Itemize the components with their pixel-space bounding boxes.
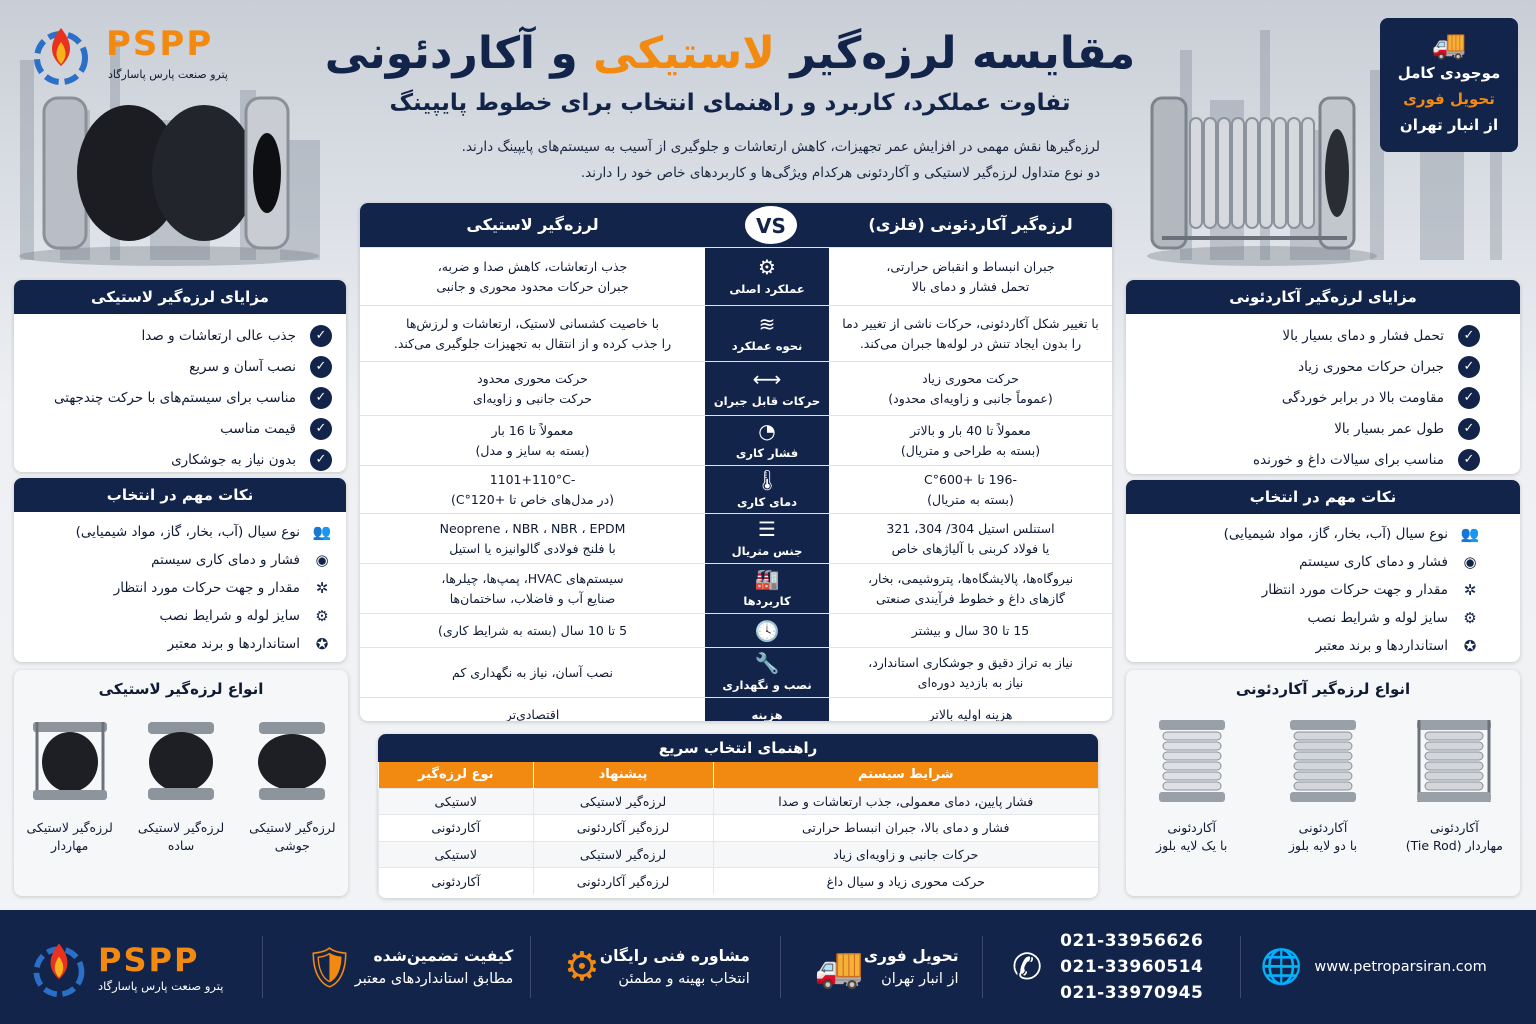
bellows-column-header: لرزه‌گیر آکاردئونی (فلزی) [868,215,1073,234]
criterion-cell [705,564,829,613]
comparison-row [360,465,1112,513]
criterion-cell [705,362,829,415]
rubber-types-title: انواع لرزه‌گیر لاستیکی [98,680,264,698]
bellows-types-title: انواع لرزه‌گیر آکاردئونی [1235,680,1411,698]
list-item-label: بدون نیاز به جوشکاری [171,451,296,468]
footer-website[interactable] [1260,910,1487,1024]
wrench-icon: 🔧 [754,650,780,675]
page-subtitle: تفاوت عملکرد، کاربرد و راهنمای انتخاب برای خطوط پایپینگ [389,90,1071,116]
tips-list [1126,514,1520,662]
footer-brand-wordmark: PSPP [98,941,200,979]
list-item-label: طول عمر بسیار بالا [1334,420,1444,437]
bellows-cell: حرکت محوری زیاد (عموماً جانبی و زاویه‌ای محدود) [888,370,1053,406]
phone-number[interactable]: 021-33956626 [1060,931,1204,951]
comparison-row [360,305,1112,361]
guide-type-cell: لاستیکی [379,841,534,868]
guide-condition-cell: فشار پایین، دمای معمولی، جذب ارتعاشات و صدا [713,788,1098,815]
rubber-joint-photo [14,78,324,268]
rubber-cell: معمولاً تا 16 بار (بسته به سایز و مدل) [475,422,590,458]
list-item [1140,444,1480,474]
divider [262,936,263,998]
guide-row [379,815,1099,842]
guide-body [379,788,1099,894]
criterion-cell [705,514,829,563]
wave-icon: ≋ [758,311,776,336]
list-item-label: استانداردها و برند معتبر [1315,638,1448,654]
tips-list [14,512,346,662]
guide-header-type: نوع لرزه‌گیر [379,762,534,788]
stock-line-1: موجودی کامل [1397,64,1501,82]
type-label-2: مهاردار (Tie Rod) [1405,838,1503,853]
rubber-cell: Neoprene ، NBR ، NBR ، EPDM با فلنج فولادی گالوانیزه یا استیل [439,520,626,556]
guide-condition-cell: حرکت محوری زیاد و سیال داغ [713,868,1098,895]
type-label-2: ساده [167,838,195,853]
type-label-1: آکاردئونی [1298,820,1348,835]
type-label-1: آکاردئونی [1167,820,1217,835]
list-item-label: نوع سیال (آب، بخار، گاز، مواد شیمیایی) [1223,526,1448,542]
intro-line-1: لرزه‌گیرها نقش مهمی در افزایش عمر تجهیزات، کاهش ارتعاشات و جلوگیری از آسیب به سیستم‌های پایپینگ دارند. [461,139,1100,155]
list-item-label: مناسب برای سیستم‌های با حرکت چندجهتی [54,389,296,406]
intro-line-2: دو نوع متداول لرزه‌گیر لاستیکی و آکاردئونی هرکدام ویژگی‌ها و کاربردهای خاص خود را دارند. [580,165,1100,181]
list-item-label: استانداردها و برند معتبر [167,636,300,652]
list-item-label: فشار و دمای کاری سیستم [1299,554,1448,570]
bellows-cell: استنلس استیل 304/ 304، 321 یا فولاد کربنی با آلیاژهای خاص [886,520,1055,556]
phone-number[interactable]: 021-33960514 [1060,957,1204,977]
rubber-type-simple[interactable] [131,712,231,855]
criterion-label: کاربردها [743,593,791,608]
gauge-icon: ◔ [758,418,776,443]
bellows-type-tie-rod[interactable] [1394,712,1514,855]
rubber-types-list [14,698,348,855]
list-item-label: مقاومت بالا در برابر خوردگی [1281,389,1444,406]
check-icon: ✓ [1458,449,1480,471]
type-label-1: لرزه‌گیر لاستیکی [137,820,225,835]
rubber-cell: حرکت محوری محدود حرکت جانبی و زاویه‌ای [473,370,592,406]
stock-line-3: از انبار تهران [1399,116,1499,134]
guide-suggestion-cell: لرزه‌گیر لاستیکی [533,788,713,815]
guide-type-cell: آکاردئونی [379,815,534,842]
bellows-cell: نیاز به تراز دقیق و جوشکاری استاندارد، نیاز به بازدید دوره‌ای [868,654,1073,690]
bellows-types-panel [1126,670,1520,896]
list-item [1140,520,1480,548]
divider [780,936,781,998]
criterion-cell [705,306,829,361]
delivery-subtitle: از انبار تهران [881,970,959,987]
bellows-cell: نیروگاه‌ها، پالایشگاه‌ها، پتروشیمی، بخار، گازهای داغ و خطوط فرآیندی صنعتی [867,570,1074,606]
comparison-row [360,563,1112,613]
comparison-table [360,203,1112,721]
type-label-2: مهاردار [50,838,89,853]
stock-line-2: تحویل فوری [1403,90,1495,108]
criterion-cell [705,614,829,647]
guide-suggestion-cell: لرزه‌گیر آکاردئونی [533,815,713,842]
gauge-icon: ◉ [1463,553,1477,571]
list-item-label: سایز لوله و شرایط نصب [159,608,300,624]
footer-delivery [802,910,959,1024]
rubber-cell: سیستم‌های HVAC، پمپ‌ها، چیلرها، صنایع آب و فاضلاب، ساختمان‌ها [441,570,624,606]
page-title [300,28,1160,79]
flame-logo-icon [28,936,90,998]
type-label-2: با دو لایه بلوز [1288,838,1358,853]
rubber-advantages-panel [14,280,346,472]
list-item [1140,413,1480,444]
list-item-label: مناسب برای سیالات داغ و خورنده [1253,451,1444,468]
flame-logo-icon [28,20,94,86]
list-item-label: قیمت مناسب [220,420,296,437]
bellows-joint-photo [1142,78,1382,268]
quality-title: کیفیت تضمین‌شده [373,946,514,965]
list-item [1140,576,1480,604]
phone-number[interactable]: 021-33970945 [1060,983,1204,1003]
rubber-joint-tie-rod-image [27,712,113,808]
user-icon: 👥 [312,523,332,541]
check-icon: ✓ [310,387,332,409]
list-item [28,413,332,444]
bellows-type-double-ply[interactable] [1263,712,1383,855]
tips-title: نکات مهم در انتخاب [1126,480,1520,514]
type-label-2: با یک لایه بلوز [1156,838,1228,853]
rubber-type-welded[interactable] [242,712,342,855]
brand-wordmark: PSPP [106,24,214,64]
criterion-cell [705,648,829,697]
list-item-label: نصب آسان و سریع [189,358,296,375]
list-item [1140,351,1480,382]
brand-name: پترو صنعت پارس پاسارگاد [108,68,228,81]
rubber-advantages-list [14,314,346,472]
consult-title: مشاوره فنی رایگان [599,946,750,965]
rubber-cell: -1101+110°C (در مدل‌های خاص تا +120°C) [450,471,615,507]
guide-row [379,841,1099,868]
stock-badge[interactable] [1380,18,1518,152]
type-label-1: لرزه‌گیر لاستیکی [249,820,336,835]
globe-icon: 🌐 [1260,947,1303,987]
quality-subtitle: مطابق استانداردهای معتبر [354,970,514,987]
tips-title: نکات مهم در انتخاب [14,478,346,512]
title-part-1: مقایسه لرزه‌گیر [775,28,1136,79]
guide-header-row [379,762,1099,788]
type-label-2: جوشی [274,838,310,853]
guide-suggestion-cell: لرزه‌گیر آکاردئونی [533,868,713,895]
phone-icon: ✆ [1012,946,1043,988]
type-label-1: لرزه‌گیر لاستیکی [26,820,113,835]
gear-badge-icon: ⚙ [564,944,600,990]
bellows-tips-panel [1126,480,1520,662]
guide-row [379,788,1099,815]
delivery-title: تحویل فوری [863,946,959,965]
list-item [28,518,332,546]
rubber-cell: جذب ارتعاشات، کاهش صدا و ضربه، جبران حرکات محدود محوری و جانبی [436,258,629,294]
comparison-row [360,647,1112,697]
divider [1240,936,1241,998]
list-item-label: جبران حرکات محوری زیاد [1298,358,1444,375]
type-label-1: آکاردئونی [1430,820,1479,835]
list-item [1140,604,1480,632]
criterion-label: فشار کاری [735,445,799,460]
comparison-row [360,513,1112,563]
rubber-cell: نصب آسان، نیاز به نگهداری کم [452,664,613,680]
shield-check-icon: 🛡 [304,944,355,991]
list-item [28,630,332,658]
bellows-tie-rod-image [1411,712,1497,808]
rubber-tips-panel [14,478,346,662]
list-item [28,444,332,472]
rubber-types-panel [14,670,348,896]
quick-guide [378,734,1098,898]
divider [982,936,983,998]
clock-icon: 🕓 [754,618,780,643]
check-icon: ✓ [1458,387,1480,409]
list-item-label: فشار و دمای کاری سیستم [151,552,300,568]
footer-quality [292,910,513,1024]
title-highlight: لاستیکی [593,28,776,79]
list-item [28,546,332,574]
guide-suggestion-cell: لرزه‌گیر لاستیکی [533,841,713,868]
list-item-label: سایز لوله و شرایط نصب [1307,610,1448,626]
title-part-2: و آکاردئونی [324,28,593,79]
check-icon: ✓ [1458,418,1480,440]
bellows-cell: با تغییر شکل آکاردئونی، حرکات ناشی از تغییر دما را بدون ایجاد تنش در لوله‌ها جبران می‌کند. [842,315,1099,351]
list-item [28,382,332,413]
list-item [1140,548,1480,576]
bellows-cell: 15 تا 30 سال و بیشتر [911,622,1030,638]
guide-title: راهنمای انتخاب سریع [378,734,1098,762]
check-icon: ✓ [310,356,332,378]
comparison-row [360,415,1112,465]
gear-icon: ⚙ [315,607,329,625]
settings-icon: ✲ [315,579,329,597]
guide-type-cell: آکاردئونی [379,868,534,895]
footer-logo[interactable] [28,910,223,1024]
footer [0,910,1536,1024]
criterion-cell [705,248,829,305]
list-item-label: تحمل فشار و دمای بسیار بالا [1282,327,1444,344]
list-item-label: نوع سیال (آب، بخار، گاز، مواد شیمیایی) [75,524,300,540]
bellows-cell: جبران انبساط و انقباض حرارتی، تحمل فشار و دمای بالا [886,258,1055,294]
comparison-row [360,247,1112,305]
bellows-advantages-title: مزایای لرزه‌گیر آکاردئونی [1126,280,1520,314]
list-item [28,351,332,382]
list-item [1140,320,1480,351]
bellows-cell: -196 تا +600°C (بسته به متریال) [924,471,1017,507]
criterion-label: دمای کاری [736,494,798,509]
factory-icon: 🏭 [754,566,780,591]
settings-icon: ✲ [1463,581,1477,599]
list-item [28,320,332,351]
arrows-icon: ⟷ [752,366,782,391]
website-link[interactable]: www.petroparsiran.com [1314,959,1487,975]
bellows-types-list [1126,698,1520,855]
criterion-label: هزینه [751,707,783,721]
comparison-row [360,613,1112,647]
truck-icon: 🚚 [1431,28,1467,61]
vs-badge: VS [742,203,800,247]
user-icon: 👥 [1460,525,1480,543]
footer-phones [1000,910,1203,1024]
divider [530,936,531,998]
certificate-icon: ✪ [315,635,329,653]
gear-icon: ⚙ [1463,609,1477,627]
check-icon: ✓ [310,418,332,440]
rubber-joint-welded-image [249,712,335,808]
gauge-icon: ◉ [315,551,329,569]
comparison-row [360,697,1112,721]
rubber-cell: 5 تا 10 سال (بسته به شرایط کاری) [437,622,628,638]
comparison-header [360,203,1112,247]
bellows-double-ply-image [1280,712,1366,808]
list-item-label: جذب عالی ارتعاشات و صدا [141,327,296,344]
list-item-label: مقدار و جهت حرکات مورد انتظار [113,580,300,596]
guide-row [379,868,1099,895]
certificate-icon: ✪ [1463,637,1477,655]
comparison-row [360,361,1112,415]
rubber-cell: اقتصادی‌تر [505,706,560,721]
rubber-type-tie-rod[interactable] [20,712,120,855]
check-icon: ✓ [1458,325,1480,347]
criterion-cell [705,466,829,513]
bellows-type-single-ply[interactable] [1132,712,1252,855]
guide-condition-cell: فشار و دمای بالا، جبران انبساط حرارتی [713,815,1098,842]
rubber-advantages-title: مزایای لرزه‌گیر لاستیکی [14,280,346,314]
criterion-cell [705,416,829,465]
rubber-column-header: لرزه‌گیر لاستیکی [466,215,599,234]
guide-condition-cell: حرکات جانبی و زاویه‌ای زیاد [713,841,1098,868]
criterion-label: جنس متریال [731,543,803,558]
bellows-advantages-panel [1126,280,1520,474]
list-item [1140,382,1480,413]
guide-table [378,762,1098,894]
check-icon: ✓ [1458,356,1480,378]
criterion-cell [705,698,829,721]
list-item-label: مقدار و جهت حرکات مورد انتظار [1261,582,1448,598]
bellows-cell: معمولاً تا 40 بار و بالاتر (بسته به طراحی و متریال) [900,422,1041,458]
rubber-joint-simple-image [138,712,224,808]
check-icon: ✓ [310,449,332,471]
consult-subtitle: انتخاب بهینه و مطمئن [618,970,750,987]
criterion-label: عملکرد اصلی [729,281,805,296]
list-item [1140,632,1480,660]
bellows-cell: هزینه اولیه بالاتر [928,706,1013,721]
guide-header-condition: شرایط سیستم [713,762,1098,788]
gear-icon: ⚙ [758,254,776,279]
intro-text [340,134,1100,186]
footer-consult [552,910,750,1024]
check-icon: ✓ [310,325,332,347]
list-item [28,574,332,602]
footer-brand-name: پترو صنعت پارس پاسارگاد [98,979,224,993]
criterion-label: نصب و نگهداری [722,677,812,692]
list-item [28,602,332,630]
thermometer-icon: 🌡 [754,467,780,492]
truck-icon: 🚚 [814,944,864,991]
rubber-cell: با خاصیت کشسانی لاستیک، ارتعاشات و لرزش‌ها را جذب کرده و از انتقال به تجهیزات جلوگیری می‌کند. [393,315,672,351]
bellows-advantages-list [1126,314,1520,474]
guide-header-suggestion: پیشنهاد [533,762,713,788]
criterion-label: حرکات قابل جبران [713,393,821,408]
bellows-single-ply-image [1149,712,1235,808]
guide-type-cell: لاستیکی [379,788,534,815]
criterion-label: نحوه عملکرد [731,338,803,353]
layers-icon: ☰ [758,516,776,541]
